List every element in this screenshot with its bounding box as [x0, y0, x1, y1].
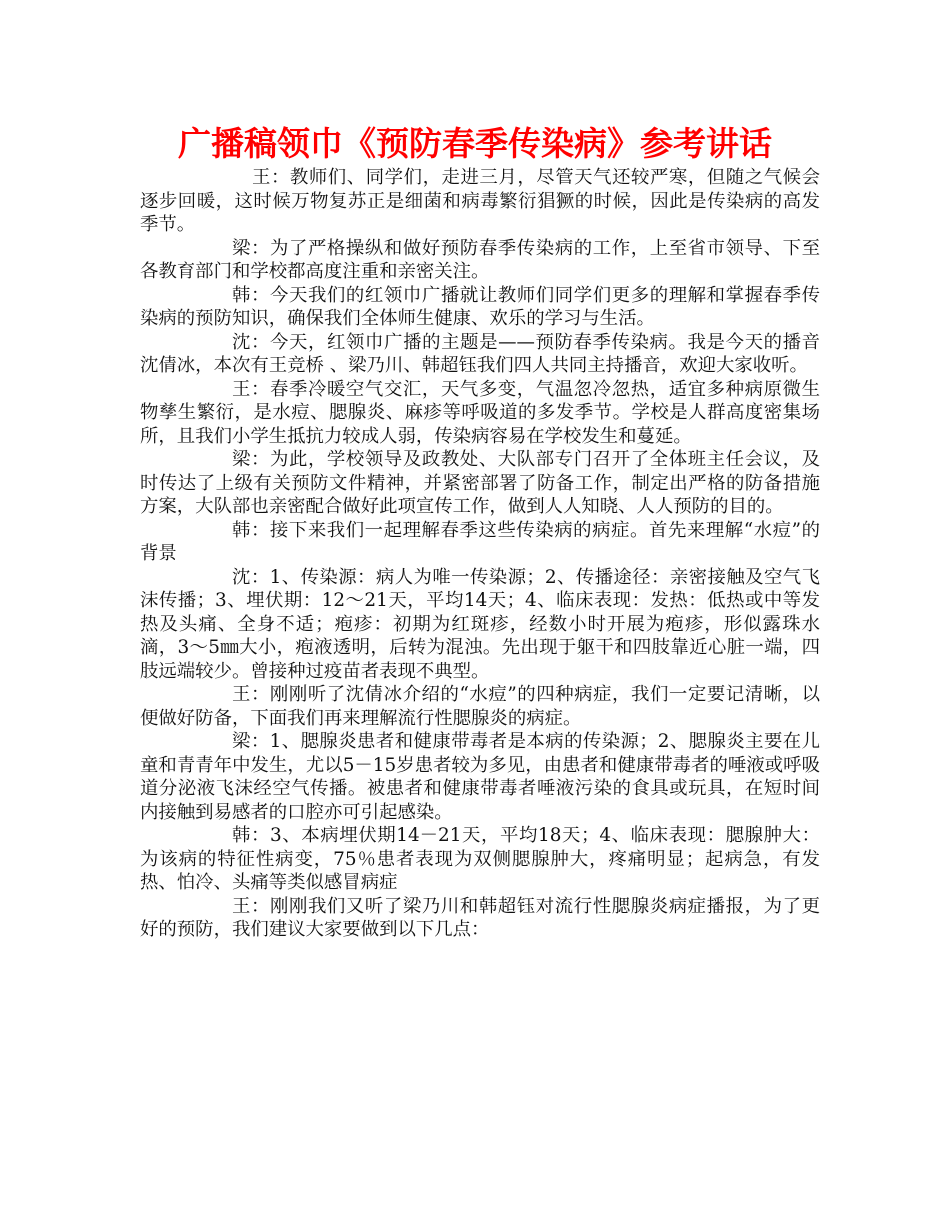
- paragraph: 韩：3、本病埋伏期14－21天，平均18天；4、临床表现：腮腺肿大：为该病的特征性病变，75％患者表现为双侧腮腺肿大，疼痛明显；起病急，有发热、怕冷、头痛等类似感冒病症: [140, 825, 820, 893]
- paragraph: 梁：为了严格操纵和做好预防春季传染病的工作，上至省市领导、下至各教育部门和学校都高度注重和亲密关注。: [140, 237, 820, 282]
- paragraph: 韩：接下来我们一起理解春季这些传染病的病症。首先来理解“水痘”的背景: [140, 519, 820, 564]
- paragraph: 王：刚刚我们又听了梁乃川和韩超钰对流行性腮腺炎病症播报，为了更好的预防，我们建议大家要做到以下几点：: [140, 895, 820, 940]
- paragraph: 梁：为此，学校领导及政教处、大队部专门召开了全体班主任会议，及时传达了上级有关预防文件精神，并紧密部署了防备工作，制定出严格的防备措施方案，大队部也亲密配合做好此项宣传工作，做到人人知晓、人人预防的目的。: [140, 449, 820, 517]
- paragraph: 沈：今天，红领巾广播的主题是——预防春季传染病。我是今天的播音沈倩冰，本次有王竞桥 、梁乃川、韩超钰我们四人共同主持播音，欢迎大家收听。: [140, 331, 820, 376]
- paragraph: 王：刚刚听了沈倩冰介绍的“水痘”的四种病症，我们一定要记清晰，以便做好防备，下面我们再来理解流行性腮腺炎的病症。: [140, 684, 820, 729]
- paragraph: 韩：今天我们的红领巾广播就让教师们同学们更多的理解和掌握春季传染病的预防知识，确保我们全体师生健康、欢乐的学习与生活。: [140, 284, 820, 329]
- paragraph: 梁：1、腮腺炎患者和健康带毒者是本病的传染源；2、腮腺炎主要在儿童和青青年中发生，尤以5－15岁患者较为多见，由患者和健康带毒者的唾液或呼吸道分泌液飞沫经空气传播。被患者和健康带毒者唾液污染的食具或玩具，在短时间内接触到易感者的口腔亦可引起感染。: [140, 731, 820, 823]
- document-title: 广播稿领巾《预防春季传染病》参考讲话: [178, 124, 772, 163]
- document-body: [140, 166, 820, 942]
- paragraph: 沈：1、传染源：病人为唯一传染源；2、传播途径：亲密接触及空气飞沫传播；3、埋伏期：12～21天，平均14天；4、临床表现：发热：低热或中等发热及头痛、全身不适；疱疹：初期为红斑疹，经数小时开展为疱疹，形似露珠水滴，3～5㎜大小，疱液透明，后转为混浊。先出现于躯干和四肢靠近心脏一端，四肢远端较少。曾接种过疫苗者表现不典型。: [140, 566, 820, 682]
- paragraph: 王：教师们、同学们，走进三月，尽管天气还较严寒，但随之气候会逐步回暖，这时候万物复苏正是细菌和病毒繁衍猖獗的时候，因此是传染病的高发季节。: [140, 167, 820, 235]
- paragraph: 王：春季冷暖空气交汇，天气多变，气温忽冷忽热，适宜多种病原微生物孳生繁衍，是水痘、腮腺炎、麻疹等呼吸道的多发季节。学校是人群高度密集场所，且我们小学生抵抗力较成人弱，传染病容易在学校发生和蔓延。: [140, 378, 820, 447]
